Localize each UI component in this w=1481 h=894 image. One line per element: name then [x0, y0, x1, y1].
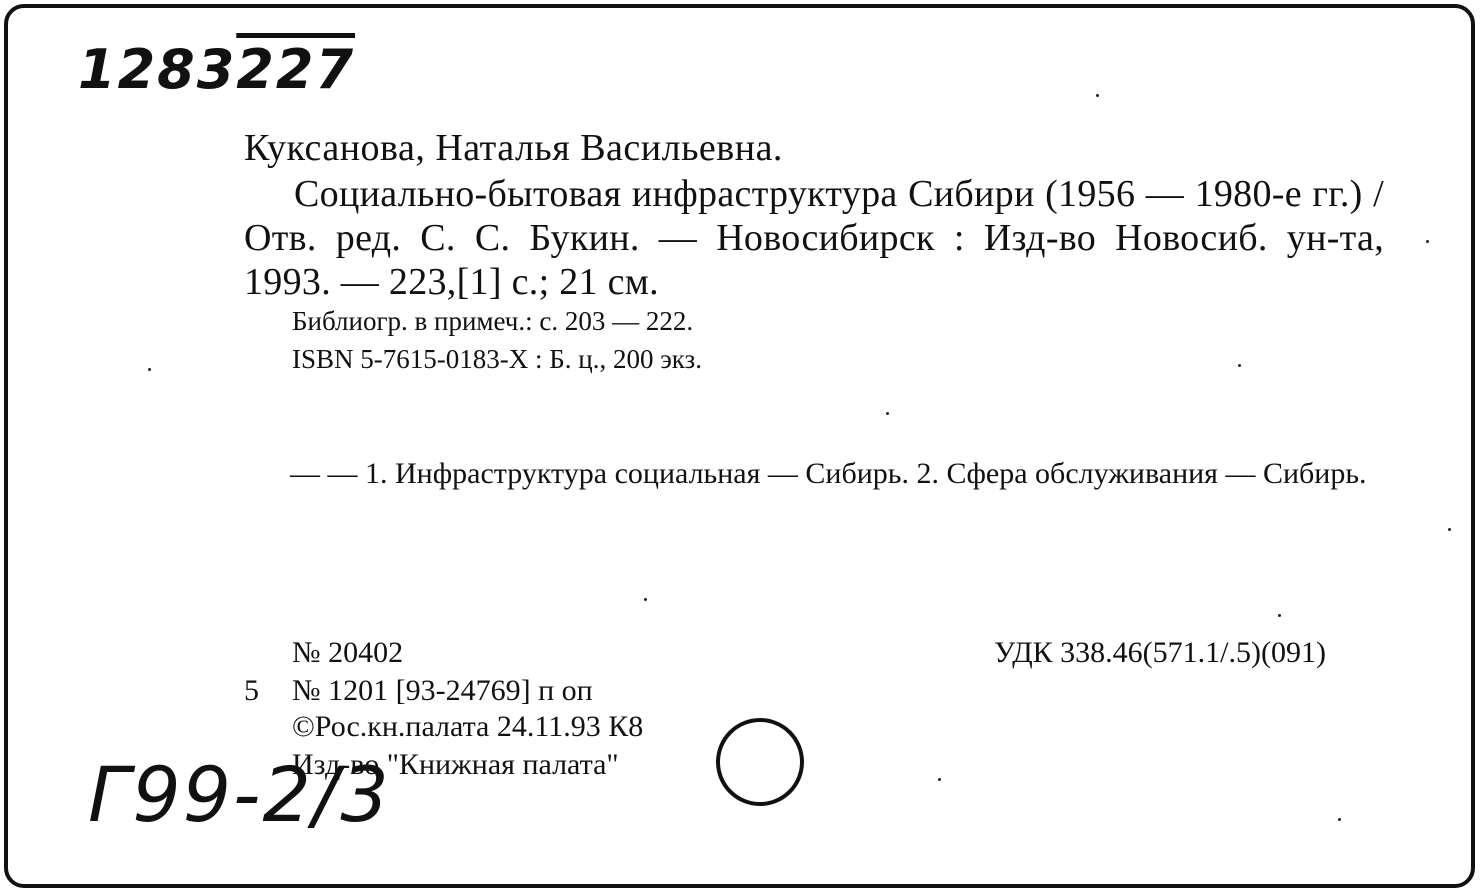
order-number: № 1201 [93-24769] п оп	[292, 674, 593, 707]
scan-speck	[1278, 614, 1281, 617]
isbn-note: ISBN 5-7615-0183-X : Б. ц., 200 экз.	[292, 344, 702, 374]
scan-speck	[644, 598, 647, 601]
bibliographic-description: Социально-бытовая инфраструктура Сибири (1956 — 1980-е гг.) / Отв. ред. С. С. Букин. — Новосибирск : Изд-во Новосиб. ун-та, 1993. — 223,[1] с.; 21 см.	[244, 173, 1384, 303]
scan-speck	[1426, 240, 1429, 243]
bibliography-note: Библиогр. в примеч.: с. 203 — 222.	[292, 306, 694, 336]
catalog-card	[4, 4, 1475, 888]
subject-headings: — — 1. Инфраструктура социальная — Сибирь. 2. Сфера обслуживания — Сибирь.	[290, 457, 1367, 490]
scan-speck	[938, 778, 941, 781]
handwritten-shelf-mark: Г99-2/3	[88, 750, 391, 839]
scan-speck	[1096, 94, 1099, 97]
catalog-number-main: 1283	[78, 38, 237, 101]
catalog-number-over: 227	[236, 38, 356, 101]
stamp-circle	[716, 718, 804, 806]
udk-code: УДК 338.46(571.1/.5)(091)	[994, 636, 1326, 669]
scan-speck	[1448, 528, 1451, 531]
author-heading: Куксанова, Наталья Васильевна.	[244, 127, 783, 169]
publisher-line: Изд-во "Книжная палата"	[292, 748, 619, 781]
scan-speck	[1338, 818, 1341, 821]
handwritten-catalog-number	[78, 38, 355, 101]
scan-speck	[1238, 364, 1241, 367]
copyright-line: ©Рос.кн.палата 24.11.93 К8	[292, 710, 644, 743]
record-prefix: 5	[244, 674, 259, 707]
record-number: № 20402	[292, 636, 404, 669]
scan-speck	[886, 412, 889, 415]
scan-speck	[148, 368, 151, 371]
